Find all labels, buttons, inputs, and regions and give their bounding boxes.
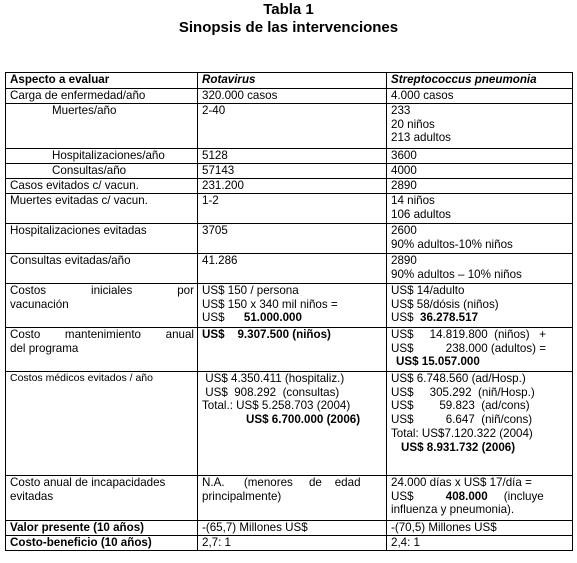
cell-line: 213 adultos [391, 131, 451, 145]
cell-line: Costos iniciales por [10, 284, 194, 297]
strep-cell: 2,4: 1 [387, 536, 573, 551]
row-label: Muertes/año [6, 104, 198, 149]
table-row [6, 328, 573, 372]
rotavirus-cell [198, 328, 387, 372]
strep-cell [387, 476, 573, 521]
strep-cell [387, 224, 573, 254]
strep-cell [387, 372, 573, 476]
rotavirus-cell: 41.286 [198, 254, 387, 284]
total-amount: 51.000.000 [243, 311, 302, 325]
row-label [6, 328, 198, 372]
table-row [6, 476, 573, 521]
cell-line [391, 490, 569, 504]
rotavirus-cell: 2,7: 1 [198, 536, 387, 551]
header-streptococcus: Streptococcus pneumonia [387, 73, 573, 89]
row-label: Hospitalizaciones/año [6, 149, 198, 164]
table-row [6, 521, 573, 536]
cell-line: US$ 58/dósis (niños) [391, 297, 499, 311]
table-row [6, 224, 573, 254]
cell-line: US$ 150 / persona [202, 284, 299, 297]
cell-line: vacunación [10, 297, 69, 311]
strep-cell [387, 254, 573, 284]
rotavirus-cell: 2-40 [198, 104, 387, 149]
synopsis-table [5, 72, 573, 551]
cell-line: US$ 14.819.800 (niños) + [391, 328, 546, 341]
table-row [6, 89, 573, 104]
row-label: Consultas/año [6, 164, 198, 179]
cell-line: 2600 [391, 224, 417, 237]
cell-line: US$ 908.292 (consultas) [202, 385, 340, 399]
cell-line: US$ 59.823 (ad/cons) [391, 399, 530, 413]
cell-line: influenza y pneumonia). [391, 503, 515, 517]
cell-line [202, 311, 383, 325]
cell-line: US$ 14/adulto [391, 284, 465, 297]
cell-line: 24.000 días x US$ 17/día = [391, 476, 532, 489]
cell-line: US$ 305.292 (niñ/Hosp.) [391, 385, 535, 399]
cell-line: Total.: US$ 5.258.703 (2004) [202, 399, 351, 413]
row-label: Casos evitados c/ vacun. [6, 179, 198, 194]
cell-line: 90% adultos-10% niños [391, 237, 513, 251]
row-label: Carga de enfermedad/año [6, 89, 198, 104]
row-label: Costos médicos evitados / año [6, 372, 198, 476]
cell-line: N.A. (menores de edad [202, 476, 361, 489]
row-label [6, 476, 198, 521]
currency-label: US$ [202, 328, 238, 341]
table-row [6, 179, 573, 194]
currency-label: US$ [202, 311, 244, 325]
table-subtitle: Sinopsis de las intervenciones [178, 19, 399, 36]
table-row [6, 164, 573, 179]
strep-cell [387, 194, 573, 224]
table-row [6, 149, 573, 164]
cell-line: del programa [10, 341, 79, 355]
row-label: Hospitalizaciones evitadas [6, 224, 198, 254]
rotavirus-cell: 1-2 [198, 194, 387, 224]
rotavirus-cell [198, 476, 387, 521]
cell-line: US$ 150 x 340 mil niños = [202, 297, 338, 311]
strep-cell [387, 284, 573, 328]
table-row [6, 372, 573, 476]
rotavirus-cell: 231.200 [198, 179, 387, 194]
cell-line: US$ 238.000 (adultos) = [391, 341, 546, 355]
cell-line: 14 niños [391, 194, 435, 207]
cell-line [391, 311, 569, 325]
cell-line: Costo anual de incapacidades [10, 476, 166, 489]
rotavirus-cell: 320.000 casos [198, 89, 387, 104]
table-row [6, 284, 573, 328]
header-rotavirus: Rotavirus [198, 73, 387, 89]
rotavirus-cell: 5128 [198, 149, 387, 164]
strep-cell: -(70,5) Millones US$ [387, 521, 573, 536]
cell-line: principalmente) [202, 489, 282, 503]
cell-line: 233 [391, 104, 411, 117]
strep-cell [387, 104, 573, 149]
total-amount: US$ 8.931.732 (2006) [401, 440, 516, 454]
cell-line: 90% adultos – 10% niños [391, 267, 522, 281]
strep-cell: 2890 [387, 179, 573, 194]
total-amount: US$ 15.057.000 [396, 355, 480, 369]
currency-label: US$ [391, 489, 446, 503]
strep-cell: 4000 [387, 164, 573, 179]
rotavirus-cell: -(65,7) Millones US$ [198, 521, 387, 536]
total-amount: 36.278.517 [420, 311, 479, 325]
strep-cell: 4.000 casos [387, 89, 573, 104]
row-label [6, 284, 198, 328]
row-label: Muertes evitadas c/ vacun. [6, 194, 198, 224]
total-amount: US$ 6.700.000 (2006) [246, 413, 361, 427]
total-amount: 408.000 [445, 489, 488, 503]
cell-line: US$ 6.647 (niñ/cons) [391, 413, 533, 427]
cell-line: US$ 4.350.411 (hospitaliz.) [202, 372, 345, 385]
cell-line: evitadas [10, 489, 54, 503]
cell-line: Costo mantenimiento anual [10, 328, 194, 341]
row-label: Consultas evitadas/año [6, 254, 198, 284]
table-title: Tabla 1 [263, 1, 314, 18]
table-row [6, 254, 573, 284]
rotavirus-cell [198, 284, 387, 328]
cell-line: US$ 6.748.560 (ad/Hosp.) [391, 372, 526, 385]
table-row [6, 536, 573, 551]
cell-line: 106 adultos [391, 207, 451, 221]
cell-line: 20 niños [391, 117, 435, 131]
header-aspect: Aspecto a evaluar [6, 73, 198, 89]
rotavirus-cell [198, 372, 387, 476]
table-row [6, 104, 573, 149]
header-row [6, 73, 573, 89]
cell-line: 2890 [391, 254, 417, 267]
currency-label: US$ [391, 311, 420, 325]
rotavirus-cell: 3705 [198, 224, 387, 254]
cell-note: (incluye [487, 489, 544, 503]
cell-line [202, 328, 383, 342]
total-amount: 9.307.500 (niños) [237, 328, 331, 341]
rotavirus-cell: 57143 [198, 164, 387, 179]
strep-cell: 3600 [387, 149, 573, 164]
cell-line: Total: US$7.120.322 (2004) [391, 426, 533, 440]
row-label: Valor presente (10 años) [6, 521, 198, 536]
row-label: Costo-beneficio (10 años) [6, 536, 198, 551]
strep-cell [387, 328, 573, 372]
table-row [6, 194, 573, 224]
